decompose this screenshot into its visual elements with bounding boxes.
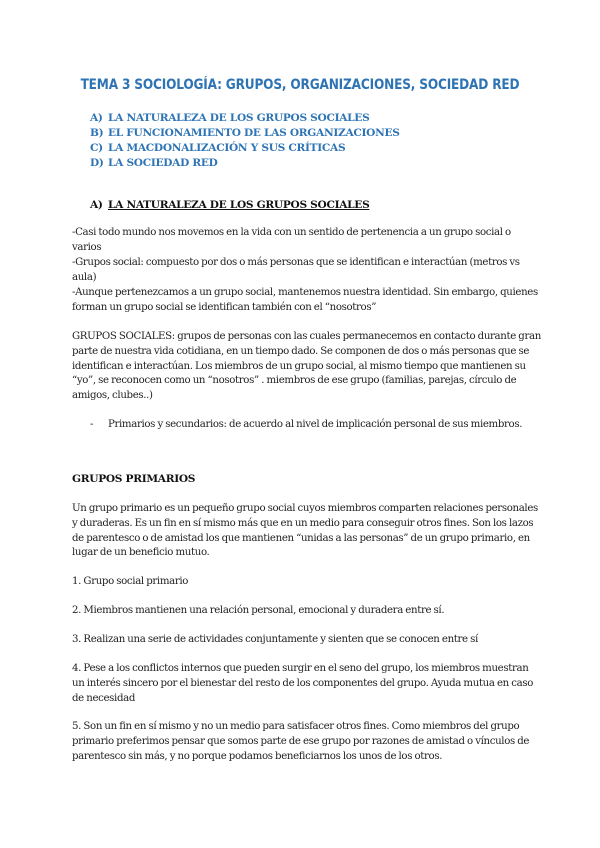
section-a-heading: A) LA NATURALEZA DE LOS GRUPOS SOCIALES	[90, 199, 370, 211]
toc-item-c: C) LA MACDONALIZACIÓN Y SUS CRÍTICAS	[90, 142, 346, 154]
toc-item-d: D) LA SOCIEDAD RED	[90, 157, 218, 169]
point-1: 1. Grupo social primario	[72, 576, 189, 587]
table-of-contents	[90, 111, 400, 171]
grupos-primarios-definition: Un grupo primario es un pequeño grupo social cuyos miembros comparten relaciones personales y duraderas. Es un fin en sí mismo más que en un medio para conseguir otros fines. Son los lazos de parentesco o de amistad los que mantienen “unidas a las personas” de un grupo primario, en lugar de un beneficio mutuo.	[72, 503, 538, 559]
point-5: 5. Son un fin en sí mismo y no un medio para satisfacer otros fines. Como miembros del grupo primario preferimos pensar que somos parte de ese grupo por razones de amistad o vínculos de parentesco sin más, y no porque podamos beneficiarnos los unos de los otros.	[72, 721, 530, 762]
intro-line-1: -Casi todo mundo nos movemos en la vida con un sentido de pertenencia a un grupo social o varios	[72, 227, 511, 253]
point-4: 4. Pese a los conflictos internos que pueden surgir en el seno del grupo, los miembros muestran un interés sincero por el bienestar del resto de los componentes del grupo. Ayuda mutua en caso de necesidad	[72, 663, 534, 704]
point-3: 3. Realizan una serie de actividades conjuntamente y sienten que se conocen entre sí	[72, 634, 478, 645]
toc-item-b: B) EL FUNCIONAMIENTO DE LAS ORGANIZACIONES	[90, 127, 400, 139]
intro-line-2: -Grupos social: compuesto por dos o más personas que se identifican e interactúan (metros vs aula)	[72, 257, 520, 283]
toc-item-a: A) LA NATURALEZA DE LOS GRUPOS SOCIALES	[90, 112, 370, 124]
bullet-primarios-secundarios: - Primarios y secundarios: de acuerdo al nivel de implicación personal de sus miembros.	[90, 419, 523, 430]
document-title: TEMA 3 SOCIOLOGÍA: GRUPOS, ORGANIZACIONES, SOCIEDAD RED	[80, 77, 520, 93]
grupos-primarios-heading: GRUPOS PRIMARIOS	[72, 473, 196, 485]
intro-line-3: -Aunque pertenezcamos a un grupo social, mantenemos nuestra identidad. Sin embargo, quienes forman un grupo social se identifican también con el “nosotros”	[72, 287, 538, 313]
grupos-sociales-definition: GRUPOS SOCIALES: grupos de personas con las cuales permanecemos en contacto durante gran parte de nuestra vida cotidiana, en un tiempo dado. Se componen de dos o más personas que se identifican e interactúan. Los miembros de un grupo social, al mismo tiempo que mantienen su “yo”, se reconocen como un “nosotros” . miembros de ese grupo (familias, parejas, círculo de amigos, clubes..)	[72, 331, 541, 402]
point-2: 2. Miembros mantienen una relación personal, emocional y duradera entre sí.	[72, 605, 445, 616]
